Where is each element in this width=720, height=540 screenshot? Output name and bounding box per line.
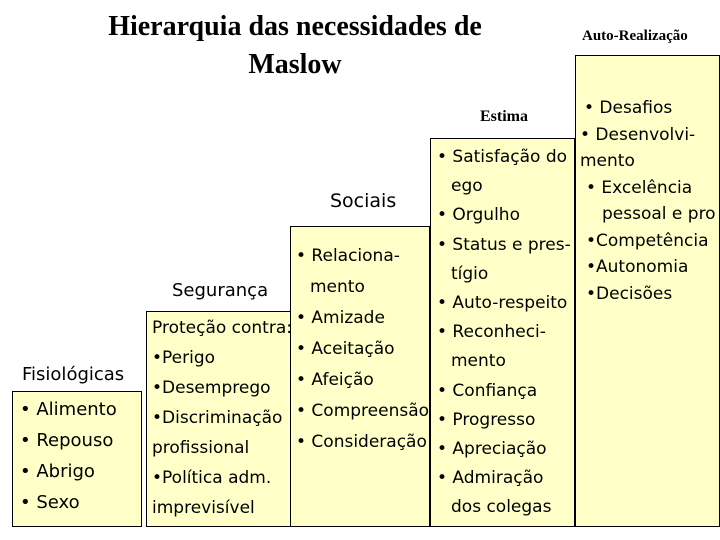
- list-item: mento: [451, 351, 506, 372]
- list-item: profissional: [152, 438, 250, 458]
- list-item: • Apreciação: [437, 439, 547, 460]
- list-item: pessoal e pro: [602, 204, 716, 224]
- list-item: • Aceitação: [296, 339, 395, 359]
- list-item: imprevisível: [152, 498, 255, 518]
- list-item: •Discriminação: [152, 408, 283, 428]
- list-item: • Auto-respeito: [437, 293, 568, 314]
- list-estima: [437, 143, 571, 523]
- list-item: • Amizade: [296, 308, 385, 328]
- list-item: • Afeição: [296, 370, 374, 390]
- list-sociais: [296, 241, 429, 458]
- label-fisiologicas: Fisiológicas: [22, 364, 125, 385]
- list-item: • Desenvolvi-: [580, 124, 696, 145]
- title-line-2: Maslow: [248, 49, 342, 80]
- list-item: tígio: [451, 263, 489, 284]
- list-item: • Relaciona-: [296, 246, 400, 266]
- list-item: •Competência: [586, 230, 709, 251]
- list-item: • Compreensão: [296, 401, 430, 421]
- list-item: •Política adm.: [152, 468, 272, 488]
- list-auto-realizacao: [580, 95, 720, 307]
- list-item: mento: [310, 277, 365, 297]
- list-item: • Orgulho: [437, 205, 520, 226]
- list-item: • Reconheci-: [437, 322, 546, 343]
- label-seguranca: Segurança: [172, 280, 269, 301]
- list-item: • Alimento: [20, 399, 117, 420]
- list-item: • Admiração: [437, 468, 544, 489]
- list-item: •Desemprego: [152, 378, 271, 398]
- list-item: • Excelência: [586, 177, 693, 198]
- list-item: •Autonomia: [586, 257, 689, 277]
- list-item: • Confiança: [437, 380, 538, 401]
- list-item: • Abrigo: [20, 461, 95, 482]
- list-item: Proteção contra:: [152, 318, 292, 338]
- list-item: ego: [451, 176, 483, 197]
- list-item: • Status e pres-: [437, 234, 571, 255]
- label-sociais: Sociais: [330, 190, 397, 212]
- diagram-title: [60, 8, 530, 84]
- list-fisiologicas: [20, 394, 117, 518]
- list-seguranca: [152, 313, 292, 523]
- list-item: • Progresso: [437, 409, 536, 430]
- list-item: • Repouso: [20, 430, 114, 451]
- title-line-1: Hierarquia das necessidades de: [108, 11, 482, 42]
- label-auto-realizacao: Auto-Realização: [582, 28, 688, 44]
- list-item: • Desafios: [584, 98, 673, 118]
- list-item: mento: [580, 151, 635, 171]
- list-item: • Satisfação do: [437, 147, 568, 167]
- list-item: •Decisões: [586, 283, 673, 304]
- label-estima: Estima: [480, 108, 528, 125]
- list-item: • Consideração: [296, 432, 427, 452]
- list-item: •Perigo: [152, 348, 216, 368]
- list-item: dos colegas: [451, 497, 552, 518]
- list-item: • Sexo: [20, 492, 80, 513]
